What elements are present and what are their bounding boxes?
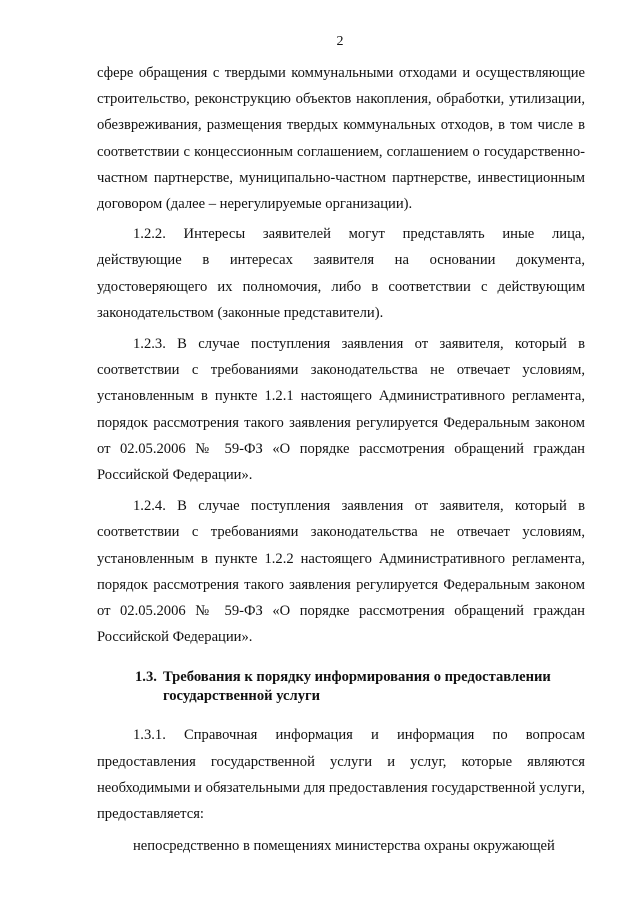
paragraph-last: непосредственно в помещениях министерства охраны окружающей — [133, 838, 555, 855]
section-heading-text-1: Требования к порядку информирования о предоставлении — [163, 669, 551, 686]
paragraph-1-2-4: 1.2.4. В случае поступления заявления от заявителя, который в соответствии с требованиями законодательства не отвечает условиям, установленным в пункте 1.2.2 настоящего Административного регламента, порядок рассмотрения такого заявления регулируется Федеральным законом от 02.05.2006 № 59-ФЗ «О порядке рассмотрения обращений граждан Российской Федерации». — [97, 498, 585, 646]
paragraph-continuation: сфере обращения с твердыми коммунальными отходами и осуществляющие строительство, реконструкцию объектов накопления, обработки, утилизации, обезвреживания, размещения твердых коммунальных отходов, в том числе в соответствии с концессионным соглашением, соглашением о государственно-частном партнерстве, муниципально-частном партнерстве, инвестиционным договором (далее – нерегулируемые организации). — [97, 65, 585, 213]
paragraph-1-2-3: 1.2.3. В случае поступления заявления от заявителя, который в соответствии с требованиями законодательства не отвечает условиям, установленным в пункте 1.2.1 настоящего Административного регламента, порядок рассмотрения такого заявления регулируется Федеральным законом от 02.05.2006 № 59-ФЗ «О порядке рассмотрения обращений граждан Российской Федерации». — [97, 336, 585, 484]
page-number: 2 — [336, 34, 344, 49]
paragraph-1-2-2: 1.2.2. Интересы заявителей могут представлять иные лица, действующие в интересах заявителя на основании документа, удостоверяющего их полномочия, либо в соответствии с действующим законодательством (законные представители). — [97, 226, 585, 321]
section-heading-text-2: государственной услуги — [163, 688, 321, 705]
document-body — [97, 60, 585, 859]
section-heading-1-3 — [97, 668, 585, 706]
paragraph-1-3-1: 1.3.1. Справочная информация и информация по вопросам предоставления государственной услуги и услуг, которые являются необходимыми и обязательными для предоставления государственной услуги, предоставляется: — [97, 727, 585, 823]
section-heading-line-1 — [135, 668, 585, 687]
section-heading-number: 1.3. — [135, 669, 157, 686]
